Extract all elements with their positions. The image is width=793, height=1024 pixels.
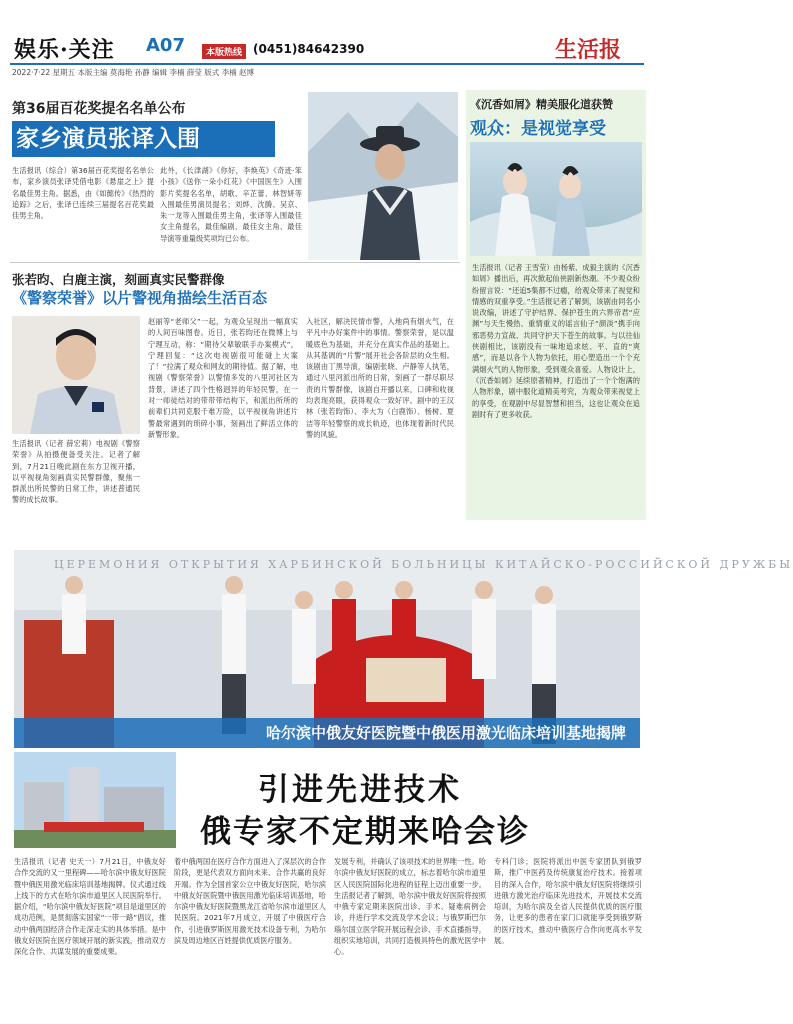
actor-photo: [308, 92, 458, 260]
poster-illustration: [470, 142, 642, 256]
article-lead: 生活报讯（综合）第36届百花奖提名名单公布，家乡演员张译凭借电影《悬崖之上》提名最佳男主角。据悉，由《如懿传》《热烈的追踪》之后，张译已连续三届提名百花奖最佳男主角。: [12, 166, 154, 221]
article-chenxiang: [466, 90, 646, 520]
article-kicker: 《沉香如屑》精美服化道获赞: [470, 98, 613, 111]
article-police-honor: [0, 262, 460, 542]
article-column-2: 着中俄两国在医疗合作方面进入了深层次的合作阶段，更是代表双方面向未来、合作共赢的良好开端。作为全国首家公立中俄友好医院，哈尔滨中俄友好医院暨中俄医用激光临床培训基地，哈尔滨中俄友好医院暨黑龙江省哈尔滨市道里区人民医院。2021年7月成立，开展了中俄医疗合作，引进俄罗斯医用激光技术设备专利，为哈尔滨及周边地区百姓提供优质医疗服务。: [174, 857, 326, 946]
photo-caption: 生活报讯（记者 薛宏莉）电视剧《警察荣誉》从拍摄便备受关注。记者了解到，7月21日晚此剧在东方卫视开播，以平视视角刻画真实民警群像，聚焦一群派出所民警的日常工作，讲述普通民警的成长故事。: [12, 439, 140, 505]
date-line: 2022·7·22 星期五 本版主编 莫海艳 孙静 编辑 李楠 薛莹 版式 李楠 赵博: [12, 68, 255, 77]
banner-text: 哈尔滨中俄友好医院暨中俄医用激光临床培训基地揭牌: [265, 724, 626, 742]
newspaper-logo: 生活报: [555, 37, 622, 63]
article-column-1: 生活报讯（记者 史天一）7月21日，中俄友好合作交流的又一里程碑——哈尔滨中俄友好医院暨中俄医用激光临床培训基地揭牌。仪式通过线上线下的方式在哈尔滨市道里区人民医院举行。据介绍，“哈尔滨中俄友好医院”项目是道里区的成功范例，是贯彻落实国家“一带一路”倡议，推动中俄两国经济合作走深走实的具体举措。是中俄友好医院在医疗领域开展的新实践，推动双方深化合作、共谋发展的重要成果。: [14, 857, 166, 957]
hospital-building-photo: [14, 752, 176, 848]
hotline-badge: 本版热线: [202, 44, 246, 59]
header-rule: [10, 63, 644, 65]
article-headline: 观众：是视觉享受: [470, 119, 606, 139]
article-column-1: 赵丽等“老师父”一起，为观众呈现出一幅真实的人间百味图卷。近日，张若昀还在微博上与宁理互动，称：“期待父辈敏联手办案模式”，宁理回复：“这次电视剧很可能碰上大案了！”拉满了观众和网友的期待值。据了解，电视剧《警察荣誉》以警情多发的八里河社区为背景，讲述了四个性格迥异的年轻民警，在一对一师徒结对的带带带结构下，和派出所所的前辈们共同克服千难万险，以平视视角讲述片警最常遇到的琐碎小事，刻画出了鲜活立体的新警形象。: [148, 317, 298, 439]
hotline-number: (0451)84642390: [253, 42, 365, 56]
page-number: A07: [146, 35, 185, 56]
masthead: [0, 0, 654, 80]
photo-banner: [14, 718, 640, 748]
building-illustration: [14, 752, 176, 848]
article-column-4: 专科门诊；医院将派出中医专家团队到俄罗斯，推广中医药及传统康复治疗技术。接着项目的深入合作，哈尔滨中俄友好医院将继续引进俄方激光治疗临床先进技术，开展技术交流培训，为哈尔滨及全省人民提供优质的医疗服务，让更多的患者在家门口就能享受到俄罗斯的医疗技术，推动中俄医疗合作向更高水平发展。: [494, 857, 642, 946]
headline-text: 家乡演员张译入围: [16, 125, 200, 152]
article-body: 此外，《长津湖》《你好，李焕英》《奇迹·笨小孩》《送你一朵小红花》《中国医生》入围影片奖提名名单，胡歌、辛芷蕾、林智妍等入围最佳男演员提名；刘烨、沈腾、吴京、朱一龙等入围最佳男主角，张译等入围最佳女主角提名，最佳编剧、最佳女主角、最佳导演等重量级奖项均已公布。: [160, 166, 302, 243]
article-headline-line-1: 引进先进技术: [258, 772, 462, 808]
drama-poster: [470, 142, 642, 256]
article-headline-line-2: 俄专家不定期来哈会诊: [200, 814, 530, 850]
article-body: 生活报讯（记者 王雪莹）由杨紫、成毅主演的《沉香如屑》播出后，再次掀起仙侠剧新热潮。不少观众纷纷留言说：“还追5集都不过瘾，给观众带来了视觉和情感的双重享受。”生活报记者了解到，该剧由同名小说改编，讲述了守护结界、保护苍生的六界帝君“应渊”与天生慢热、重情重义的谣言仙子“颜淡”携手向邪恶势力宣战、共同守护天下苍生的故事。与以往仙侠剧相比，该剧没有一味地追求炫、平、直的“爽感”，而是以各个人物为依托，用心塑造出一个个充满烟火气的人物形象，受到观众喜爱。人物设计上，《沉香如屑》延续原著精神，打造出了一个个饱满的人物形象，剧中服化道精美考究，为观众带来视觉上的享受，在观剧中尽显智慧和担当，这也让观众在追剧时有了更多收获。: [472, 263, 640, 419]
actor-police-photo: [12, 316, 140, 434]
article-zhangyi: [0, 80, 460, 260]
actor-illustration: [308, 92, 458, 260]
article-kicker: 张若昀、白鹿主演，刻画真实民警群像: [12, 272, 225, 287]
article-headline: 《警察荣誉》以片警视角描绘生活百态: [12, 289, 268, 307]
article-kicker: 第36届百花奖提名名单公布: [12, 101, 186, 117]
section-title: 娱乐·关注: [14, 37, 115, 63]
police-illustration: [12, 316, 140, 434]
article-headline: [12, 121, 275, 157]
article-hospital: [0, 542, 793, 1024]
article-column-3: 发展专利，并确认了该项技术的世界唯一性。哈尔滨中俄友好医院的成立，标志着哈尔滨市道里区人民医院国际化进程的征程上迈出重要一步。生活报记者了解到，哈尔滨中俄友好医院将按照中俄专家定期来医院出诊、手术、疑难病例会诊，并进行学术交流及学术会议；与俄罗斯巴尔瑙尔国立医学院开展远程会诊、手术直播指导，组织实地培训，共同打造极具特色的激光医学中心。: [334, 857, 486, 957]
article-column-2: 入社区，解决民情市警，入地尚有烟火气，在平凡中办好案件中的事情。警察荣誉，是以温暖底色为基础，并充分在真实作品的基础上。从其基调的“片警”展开社会各阶层的众生相。该剧由丁黑导演，编剧张晓、卢静等人执笔，通过八里河派出所的日常，刻画了一群尽职尽责的片警群像，该剧自开播以来，口碑和收视均表现亮眼，获得观众一致好评。剧中的王汉林（张若昀饰）、李大为（白鹿饰）、杨树、夏洁等年轻警察的成长轨迹，也体现着新时代民警的风貌。: [306, 317, 454, 439]
backdrop-sign-text: ЦЕРЕМОНИЯ ОТКРЫТИЯ ХАРБИНСКОЙ БОЛЬНИЦЫ КИТАЙСКО-РОССИЙСКОЙ ДРУЖБЫ: [54, 558, 793, 571]
